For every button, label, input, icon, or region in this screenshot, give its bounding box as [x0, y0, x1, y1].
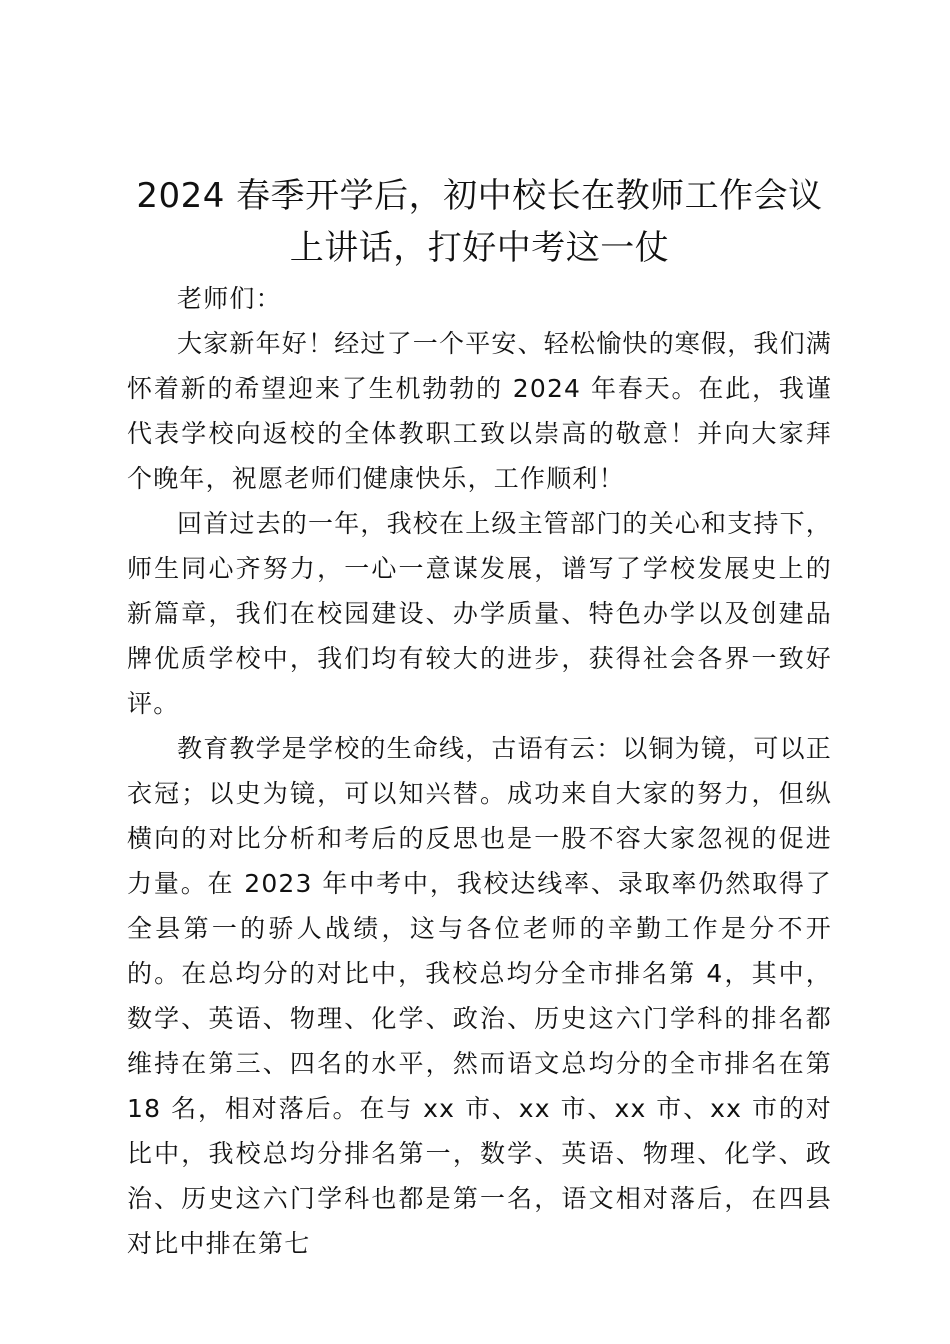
document-body — [127, 276, 832, 1266]
paragraph-greeting: 大家新年好！经过了一个平安、轻松愉快的寒假，我们满怀着新的希望迎来了生机勃勃的 2024 年春天。在此，我谨代表学校向返校的全体教职工致以崇高的敬意！并向大家拜个晚年，祝愿老师们健康快乐，工作顺利！ — [127, 329, 833, 493]
document-page — [127, 170, 832, 1266]
salutation: 老师们： — [177, 284, 282, 313]
paragraph-analysis: 教育教学是学校的生命线，古语有云：以铜为镜，可以正衣冠；以史为镜，可以知兴替。成功来自大家的努力，但纵横向的对比分析和考后的反思也是一股不容大家忽视的促进力量。在 2023 年中考中，我校达线率、录取率仍然取得了全县第一的骄人战绩，这与各位老师的辛勤工作是分不开的。在总均分的对比中，我校总均分全市排名第 4，其中，数学、英语、物理、化学、政治、历史这六门学科的排名都维持在第三、四名的水平，然而语文总均分的全市排名在第 18 名，相对落后。在与 xx 市、xx 市、xx 市、xx 市的对比中，我校总均分排名第一，数学、英语、物理、化学、政治、历史这六门学科也都是第一名，语文相对落后，在四县对比中排在第七 — [127, 734, 833, 1258]
paragraph-review: 回首过去的一年，我校在上级主管部门的关心和支持下，师生同心齐努力，一心一意谋发展，谱写了学校发展史上的新篇章，我们在校园建设、办学质量、特色办学以及创建品牌优质学校中，我们均有较大的进步，获得社会各界一致好评。 — [127, 509, 833, 718]
document-title: 2024 春季开学后，初中校长在教师工作会议上讲话，打好中考这一仗 — [136, 176, 823, 268]
